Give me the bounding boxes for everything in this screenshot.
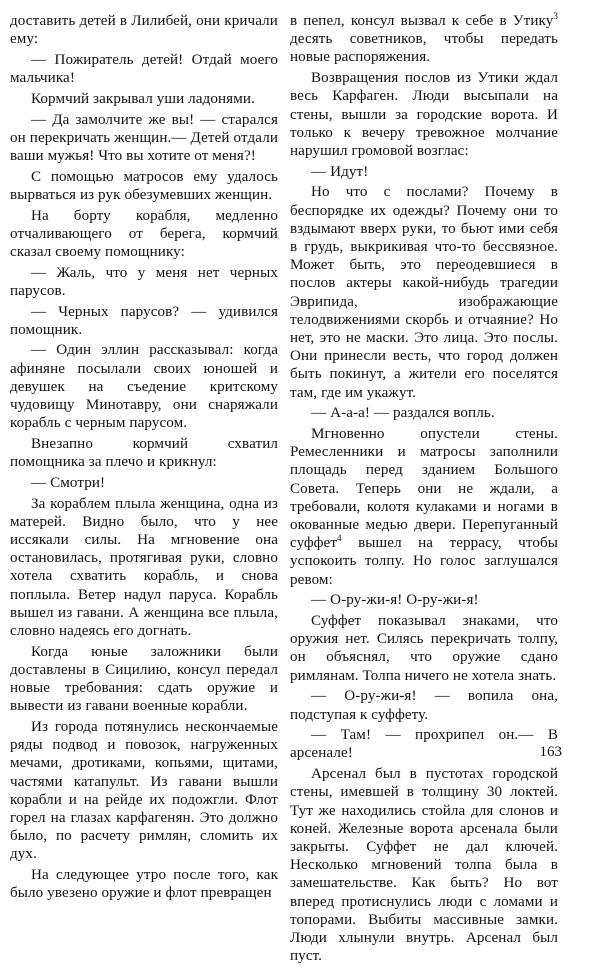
footnote-marker: 3 bbox=[553, 10, 558, 21]
left-column bbox=[10, 12, 278, 905]
paragraph: — Один эллин рассказывал: когда афиняне посылали своих юношей и девушек на съедение критскому чудовищу Минотавру, они снаряжали корабль с черным парусом. bbox=[10, 342, 278, 432]
paragraph: Кормчий закрывал уши ладонями. bbox=[31, 90, 255, 107]
paragraph: — Идут! bbox=[311, 163, 369, 180]
paragraph: — О-ру-жи-я! — вопила она, подступая к суффету. bbox=[290, 688, 558, 723]
paragraph: На следующее утро после того, как было увезено оружие и флот превращен bbox=[10, 867, 278, 902]
paragraph: За кораблем плыла женщина, одна из матерей. Видно было, что у нее иссякали силы. На мгновение она остановилась, протягивая руки, словно хотела схватить корабль, и снова поплыла. Ветер надул паруса. Корабль вышел из гавани. А женщина все плыла, словно надеясь его догнать. bbox=[10, 495, 278, 639]
paragraph: — Там! — прохрипел он.— В арсенале! bbox=[290, 727, 558, 762]
paragraph: Внезапно кормчий схватил помощника за плечо и крикнул: bbox=[10, 435, 278, 471]
paragraph: Из города потянулись нескончаемые ряды подвод и повозок, нагруженных мечами, дротиками, копьями, щитами, частями катапульт. Из гавани вышли корабли и на рейде их подожгли. Флот горел на глазах карфагенян. Это должно было, по расчету римлян, сломить их дух. bbox=[10, 719, 278, 863]
paragraph: Возвращения послов из Утики ждал весь Карфаген. Люди высыпали на стены, вышли за городские ворота. И только к вечеру тревожное молчание нарушил громовой возглас: bbox=[290, 70, 558, 159]
paragraph: — Да замолчите же вы! — старался он перекричать женщин.— Детей отдали ваши мужья! Что вы хотите от меня?! bbox=[10, 111, 278, 164]
paragraph: На борту корабля, медленно отчаливающего от берега, кормчий сказал своему помощнику: bbox=[10, 207, 278, 260]
paragraph: Арсенал был в пустотах городской стены, имевшей в толщину 30 локтей. Тут же находились стойла для слонов и коней. Железные ворота арсенала были закрыты. Суффет не дал ключей. Несколько мгновений толпа была в замешательстве. Как быть? Но вот вперед протиснулись люди с ломами и топорами. Выбиты массивные замки. Люди хлынули внутрь. Арсенал был пуст. bbox=[290, 766, 558, 965]
page-number: 163 bbox=[539, 744, 562, 760]
paragraph-text: десять советников, чтобы передать новые распоряжения. bbox=[290, 31, 558, 66]
paragraph: Когда юные заложники были доставлены в Сицилию, консул передал новые требования: сдать оружие и вывести из гавани военные корабли. bbox=[10, 643, 278, 715]
paragraph: — Смотри! bbox=[31, 474, 106, 491]
paragraph: доставить детей в Лилибей, они кричали ему: bbox=[10, 13, 278, 48]
paragraph: Но что с послами? Почему в беспорядке их одежды? Почему они то вздымают вверх руки, то бьют ими себя в грудь, выкрикивая что-то бессвязное. Может быть, это переодевшиеся в послов актеры какой-нибудь трагедии Эврипида, изображающие телодвижениями скорбь и отчаяние? Но нет, это не маски. Это лица. Это послы. Они принесли весть, что город должен быть покинут, а жители его поселятся там, где им укажут. bbox=[290, 184, 558, 401]
footnote-marker: 4 bbox=[337, 533, 342, 544]
paragraph: — Жаль, что у меня нет черных парусов. bbox=[10, 264, 278, 299]
paragraph-text: в пепел, консул вызвал к себе в Утику bbox=[290, 13, 554, 29]
right-column bbox=[290, 12, 558, 968]
paragraph bbox=[290, 425, 558, 589]
paragraph-text: вышел на террасу, чтобы успокоить толпу. Но голос заглушался ревом: bbox=[290, 535, 558, 588]
paragraph: Суффет показывал знаками, что оружия нет. Силясь перекричать толпу, он объяснял, что оружие сдано римлянам. Толпа ничего не хотела знать. bbox=[290, 613, 558, 684]
paragraph: — О-ру-жи-я! О-ру-жи-я! bbox=[311, 592, 479, 609]
paragraph: — А-а-а! — раздался вопль. bbox=[311, 405, 495, 422]
paragraph: С помощью матросов ему удалось вырваться из рук обезумевших женщин. bbox=[10, 168, 278, 203]
paragraph-text: Мгновенно опустели стены. Ремесленники и матросы заполнили площадь перед зданием Большого Совета. Теперь они не ждали, а требовали, колотя кулаками и ногами в окованные медью двери. Перепуганный суффет bbox=[290, 425, 558, 552]
paragraph: — Пожиратель детей! Отдай моего мальчика! bbox=[10, 51, 278, 87]
paragraph: — Черных парусов? — удивился помощник. bbox=[10, 303, 278, 338]
paragraph bbox=[290, 12, 558, 67]
